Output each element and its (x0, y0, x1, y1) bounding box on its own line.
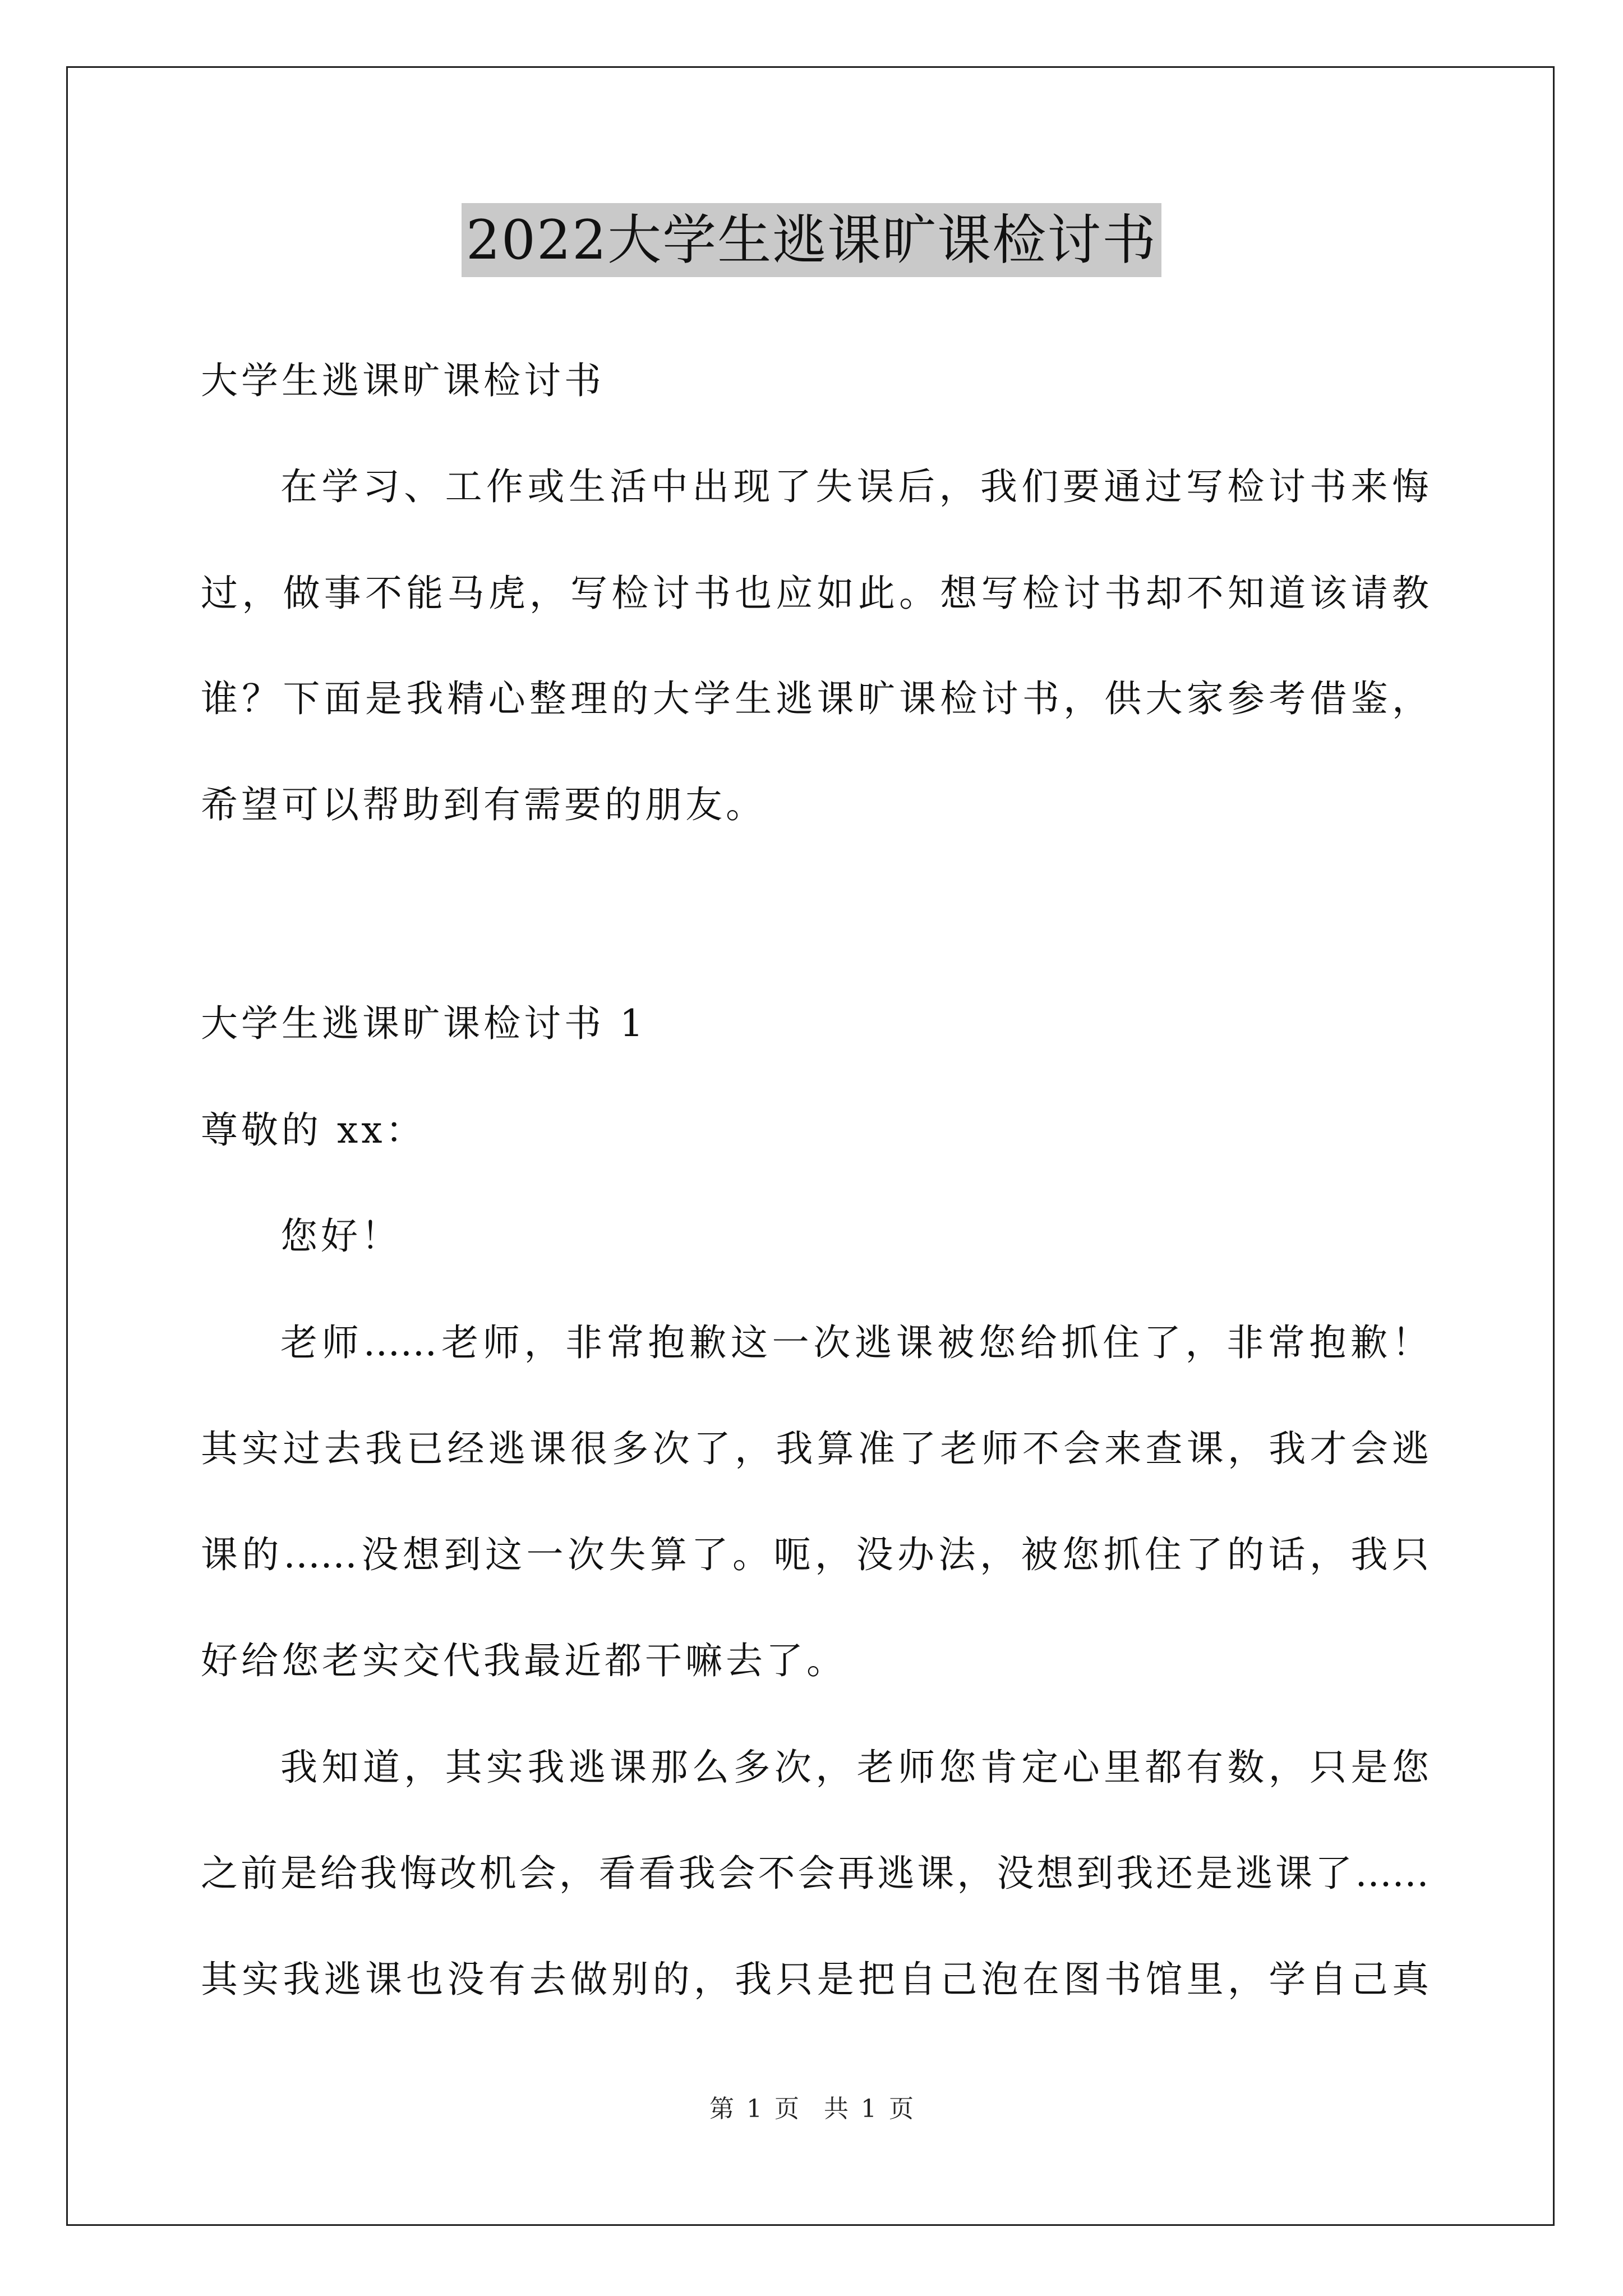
intro-line-1: 在学习、工作或生活中出现了失误后，我们要通过写检讨书来悔 (280, 465, 1429, 508)
title-container (0, 203, 1623, 277)
section-heading: 大学生逃课旷课检讨书 1 (201, 1002, 647, 1045)
para2-line-1: 我知道，其实我逃课那么多次，老师您肯定心里都有数，只是您 (280, 1746, 1429, 1789)
para1-line-2: 其实过去我已经逃课很多次了，我算准了老师不会来查课，我才会逃 (201, 1427, 1429, 1470)
greeting: 您好！ (280, 1214, 402, 1258)
document-title: 2022大学生逃课旷课检讨书 (462, 203, 1161, 277)
intro-line-4: 希望可以帮助到有需要的朋友。 (201, 783, 766, 826)
para1-line-3: 课的……没想到这一次失算了。呃，没办法，被您抓住了的话，我只 (201, 1533, 1429, 1576)
para2-line-3: 其实我逃课也没有去做别的，我只是把自己泡在图书馆里，学自己真 (201, 1958, 1429, 2001)
intro-line-3: 谁？下面是我精心整理的大学生逃课旷课检讨书，供大家参考借鉴， (201, 677, 1429, 720)
page-footer: 第 1 页 共 1 页 (709, 2095, 914, 2123)
document-subtitle: 大学生逃课旷课检讨书 (201, 359, 605, 402)
para1-line-1: 老师……老师，非常抱歉这一次逃课被您给抓住了，非常抱歉！ (280, 1321, 1429, 1364)
para2-line-2: 之前是给我悔改机会，看看我会不会再逃课，没想到我还是逃课了…… (201, 1852, 1429, 1895)
salutation: 尊敬的 xx： (201, 1108, 426, 1152)
intro-line-2: 过，做事不能马虎，写检讨书也应如此。想写检讨书却不知道该请教 (201, 572, 1429, 615)
para1-line-4: 好给您老实交代我最近都干嘛去了。 (201, 1639, 847, 1682)
